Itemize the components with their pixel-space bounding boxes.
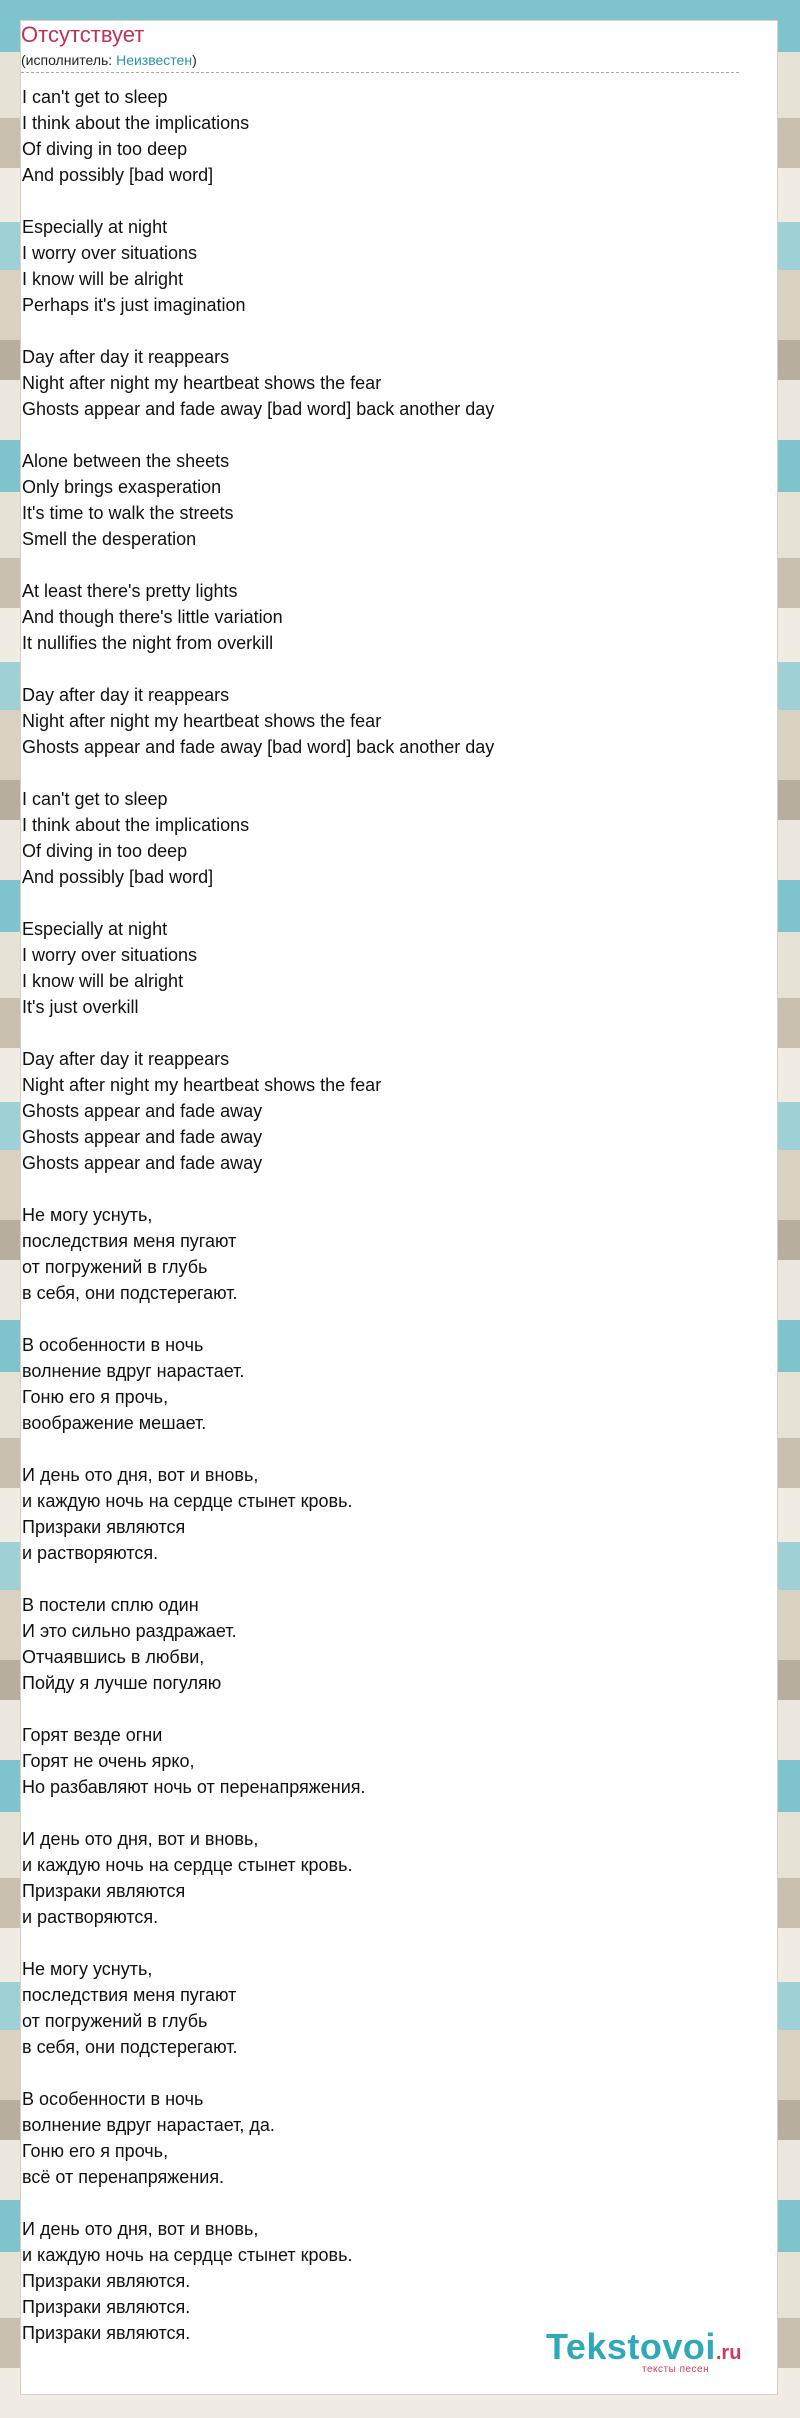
lyric-line: Пойду я лучше погуляю xyxy=(22,1673,222,1693)
lyric-line: Day after day it reappears xyxy=(22,347,230,367)
lyric-line: Of diving in too deep xyxy=(22,139,188,159)
lyric-line: и растворяются. xyxy=(22,1907,159,1927)
stanza xyxy=(22,786,732,890)
lyric-line: And though there's little variation xyxy=(22,607,283,627)
lyric-line: I worry over situations xyxy=(22,945,198,965)
lyric-line: I know will be alright xyxy=(22,971,184,991)
lyric-line: And possibly [bad word] xyxy=(22,867,214,887)
lyric-line: Ghosts appear and fade away [bad word] back another day xyxy=(22,737,495,757)
lyric-line: воображение мешает. xyxy=(22,1413,207,1433)
lyric-line: Smell the desperation xyxy=(22,529,197,549)
lyric-line: Perhaps it's just imagination xyxy=(22,295,246,315)
lyric-line: I can't get to sleep xyxy=(22,789,168,809)
lyric-line: Призраки являются xyxy=(22,1881,186,1901)
performer-link[interactable]: Неизвестен xyxy=(116,52,193,68)
logo-tld: .ru xyxy=(715,2342,742,2364)
lyric-line: в себя, они подстерегают. xyxy=(22,1283,238,1303)
logo-tagline: тексты песен xyxy=(642,2364,710,2375)
lyric-line: I can't get to sleep xyxy=(22,87,168,107)
stanza xyxy=(22,214,732,318)
stanza xyxy=(22,682,732,760)
lyric-line: И день ото дня, вот и вновь, xyxy=(22,2219,259,2239)
lyric-line: Only brings exasperation xyxy=(22,477,222,497)
header-divider xyxy=(21,72,739,73)
lyric-line: И это сильно раздражает. xyxy=(22,1621,237,1641)
performer-suffix: ) xyxy=(192,52,197,68)
lyric-line: Ghosts appear and fade away xyxy=(22,1101,263,1121)
lyric-line: и каждую ночь на сердце стынет кровь. xyxy=(22,1491,353,1511)
stanza xyxy=(22,344,732,422)
stanza xyxy=(22,1462,732,1566)
song-header xyxy=(21,21,739,73)
stanza xyxy=(22,448,732,552)
stanza xyxy=(22,1202,732,1306)
lyric-line: и каждую ночь на сердце стынет кровь. xyxy=(22,2245,353,2265)
stanza xyxy=(22,1826,732,1930)
lyric-line: Especially at night xyxy=(22,919,168,939)
lyric-line: Горят везде огни xyxy=(22,1725,163,1745)
lyric-line: Гоню его я прочь, xyxy=(22,1387,169,1407)
lyric-line: И день ото дня, вот и вновь, xyxy=(22,1829,259,1849)
stanza xyxy=(22,1592,732,1696)
lyric-line: и растворяются. xyxy=(22,1543,159,1563)
stanza xyxy=(22,1046,732,1176)
lyric-line: I worry over situations xyxy=(22,243,198,263)
lyric-line: Night after night my heartbeat shows the fear xyxy=(22,373,382,393)
lyric-line: последствия меня пугают xyxy=(22,1985,237,2005)
lyric-line: Especially at night xyxy=(22,217,168,237)
lyrics-text xyxy=(22,84,732,2372)
lyric-line: And possibly [bad word] xyxy=(22,165,214,185)
stanza xyxy=(22,84,732,188)
lyric-line: волнение вдруг нарастает. xyxy=(22,1361,245,1381)
lyric-line: Не могу уснуть, xyxy=(22,1959,153,1979)
lyric-line: At least there's pretty lights xyxy=(22,581,238,601)
stanza xyxy=(22,1722,732,1800)
lyric-line: I think about the implications xyxy=(22,815,250,835)
lyric-line: It nullifies the night from overkill xyxy=(22,633,274,653)
lyric-line: последствия меня пугают xyxy=(22,1231,237,1251)
lyric-line: Гоню его я прочь, xyxy=(22,2141,169,2161)
stanza xyxy=(22,578,732,656)
stanza xyxy=(22,2086,732,2190)
lyric-line: It's just overkill xyxy=(22,997,139,1017)
lyric-line: Alone between the sheets xyxy=(22,451,230,471)
lyric-line: Ghosts appear and fade away [bad word] back another day xyxy=(22,399,495,419)
lyric-line: Призраки являются. xyxy=(22,2297,191,2317)
lyric-line: Отчаявшись в любви, xyxy=(22,1647,205,1667)
lyric-line: Of diving in too deep xyxy=(22,841,188,861)
lyric-line: В особенности в ночь xyxy=(22,2089,204,2109)
site-logo[interactable] xyxy=(546,2328,754,2376)
lyric-line: Ghosts appear and fade away xyxy=(22,1127,263,1147)
lyric-line: I think about the implications xyxy=(22,113,250,133)
lyric-line: Но разбавляют ночь от перенапряжения. xyxy=(22,1777,366,1797)
lyric-line: Призраки являются. xyxy=(22,2323,191,2343)
lyric-line: I know will be alright xyxy=(22,269,184,289)
logo-brand: Tekstovoi xyxy=(546,2326,716,2367)
lyric-line: В особенности в ночь xyxy=(22,1335,204,1355)
lyric-line: Не могу уснуть, xyxy=(22,1205,153,1225)
stanza xyxy=(22,1332,732,1436)
lyric-line: всё от перенапряжения. xyxy=(22,2167,225,2187)
stanza xyxy=(22,916,732,1020)
lyric-line: И день ото дня, вот и вновь, xyxy=(22,1465,259,1485)
lyric-line: Призраки являются. xyxy=(22,2271,191,2291)
lyric-line: Night after night my heartbeat shows the fear xyxy=(22,711,382,731)
lyric-line: Ghosts appear and fade away xyxy=(22,1153,263,1173)
lyric-line: от погружений в глубь xyxy=(22,2011,208,2031)
lyric-line: в себя, они подстерегают. xyxy=(22,2037,238,2057)
lyric-line: Горят не очень ярко, xyxy=(22,1751,195,1771)
performer-line xyxy=(21,51,739,69)
lyric-line: от погружений в глубь xyxy=(22,1257,208,1277)
lyric-line: В постели сплю один xyxy=(22,1595,199,1615)
lyric-line: It's time to walk the streets xyxy=(22,503,234,523)
lyric-line: волнение вдруг нарастает, да. xyxy=(22,2115,275,2135)
song-title: Отсутствует xyxy=(21,22,145,47)
lyric-line: Призраки являются xyxy=(22,1517,186,1537)
stanza xyxy=(22,1956,732,2060)
lyric-line: Night after night my heartbeat shows the fear xyxy=(22,1075,382,1095)
lyric-line: Day after day it reappears xyxy=(22,1049,230,1069)
performer-prefix: (исполнитель: xyxy=(21,52,117,68)
lyric-line: Day after day it reappears xyxy=(22,685,230,705)
lyric-line: и каждую ночь на сердце стынет кровь. xyxy=(22,1855,353,1875)
